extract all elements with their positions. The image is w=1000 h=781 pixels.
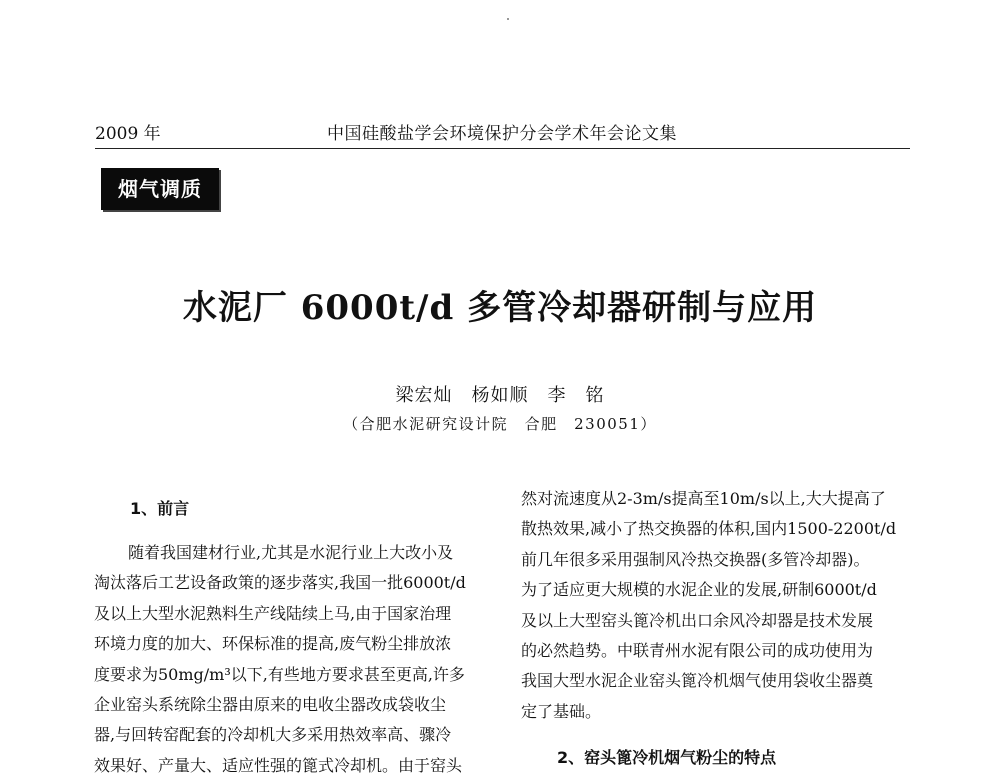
paper-title: 水泥厂 6000t/d 多管冷却器研制与应用: [182, 288, 818, 328]
text-line: 环境力度的加大、环保标准的提高,废气粉尘排放浓: [94, 634, 452, 654]
text-line: 及以上大型水泥熟料生产线陆续上马,由于国家治理: [94, 603, 452, 623]
text-line: 度要求为50mg/m³以下,有些地方要求甚至更高,许多: [94, 664, 465, 684]
text-line: 器,与回转窑配套的冷却机大多采用热效率高、骤冷: [94, 725, 452, 745]
text-line: 为了适应更大规模的水泥企业的发展,研制6000t/d: [521, 580, 877, 600]
left-column: [94, 484, 479, 781]
right-paragraph: [521, 484, 906, 727]
left-paragraph: [94, 538, 479, 781]
text-line: 淘汰落后工艺设备政策的逐步落实,我国一批6000t/d: [94, 573, 466, 593]
running-header: [95, 124, 910, 149]
paper-authors: 梁宏灿 杨如顺 李 铭: [395, 385, 605, 406]
text-line: 散热效果,减小了热交换器的体积,国内1500-2200t/d: [521, 519, 897, 539]
text-line: 的必然趋势。中联青州水泥有限公司的成功使用为: [521, 641, 874, 661]
paper-affiliation: （合肥水泥研究设计院 合肥 230051）: [343, 415, 657, 433]
text-line: 然对流速度从2-3m/s提高至10m/s以上,大大提高了: [521, 489, 886, 508]
section-heading-introduction: 1、前言: [130, 499, 190, 518]
text-line: 前几年很多采用强制风冷热交换器(多管冷却器)。: [521, 549, 870, 569]
scan-dot: [507, 18, 509, 20]
text-line: 企业窑头系统除尘器由原来的电收尘器改成袋收尘: [94, 695, 447, 715]
text-line: 及以上大型窑头篦冷机出口余风冷却器是技术发展: [521, 610, 874, 630]
text-line: 随着我国建材行业,尤其是水泥行业上大改小及: [128, 543, 454, 562]
header-proceedings-title: 中国硅酸盐学会环境保护分会学术年会论文集: [327, 124, 677, 144]
text-line: 效果好、产量大、适应性强的篦式冷却机。由于窑头: [94, 755, 463, 775]
text-line: 定了基础。: [521, 701, 602, 721]
header-year: 2009 年: [95, 124, 161, 144]
section-heading-dust-characteristics: 2、窑头篦冷机烟气粉尘的特点: [557, 748, 777, 768]
right-column: [521, 484, 906, 769]
text-line: 我国大型水泥企业窑头篦冷机烟气使用袋收尘器奠: [521, 671, 874, 691]
section-tag: 烟气调质: [101, 168, 219, 210]
